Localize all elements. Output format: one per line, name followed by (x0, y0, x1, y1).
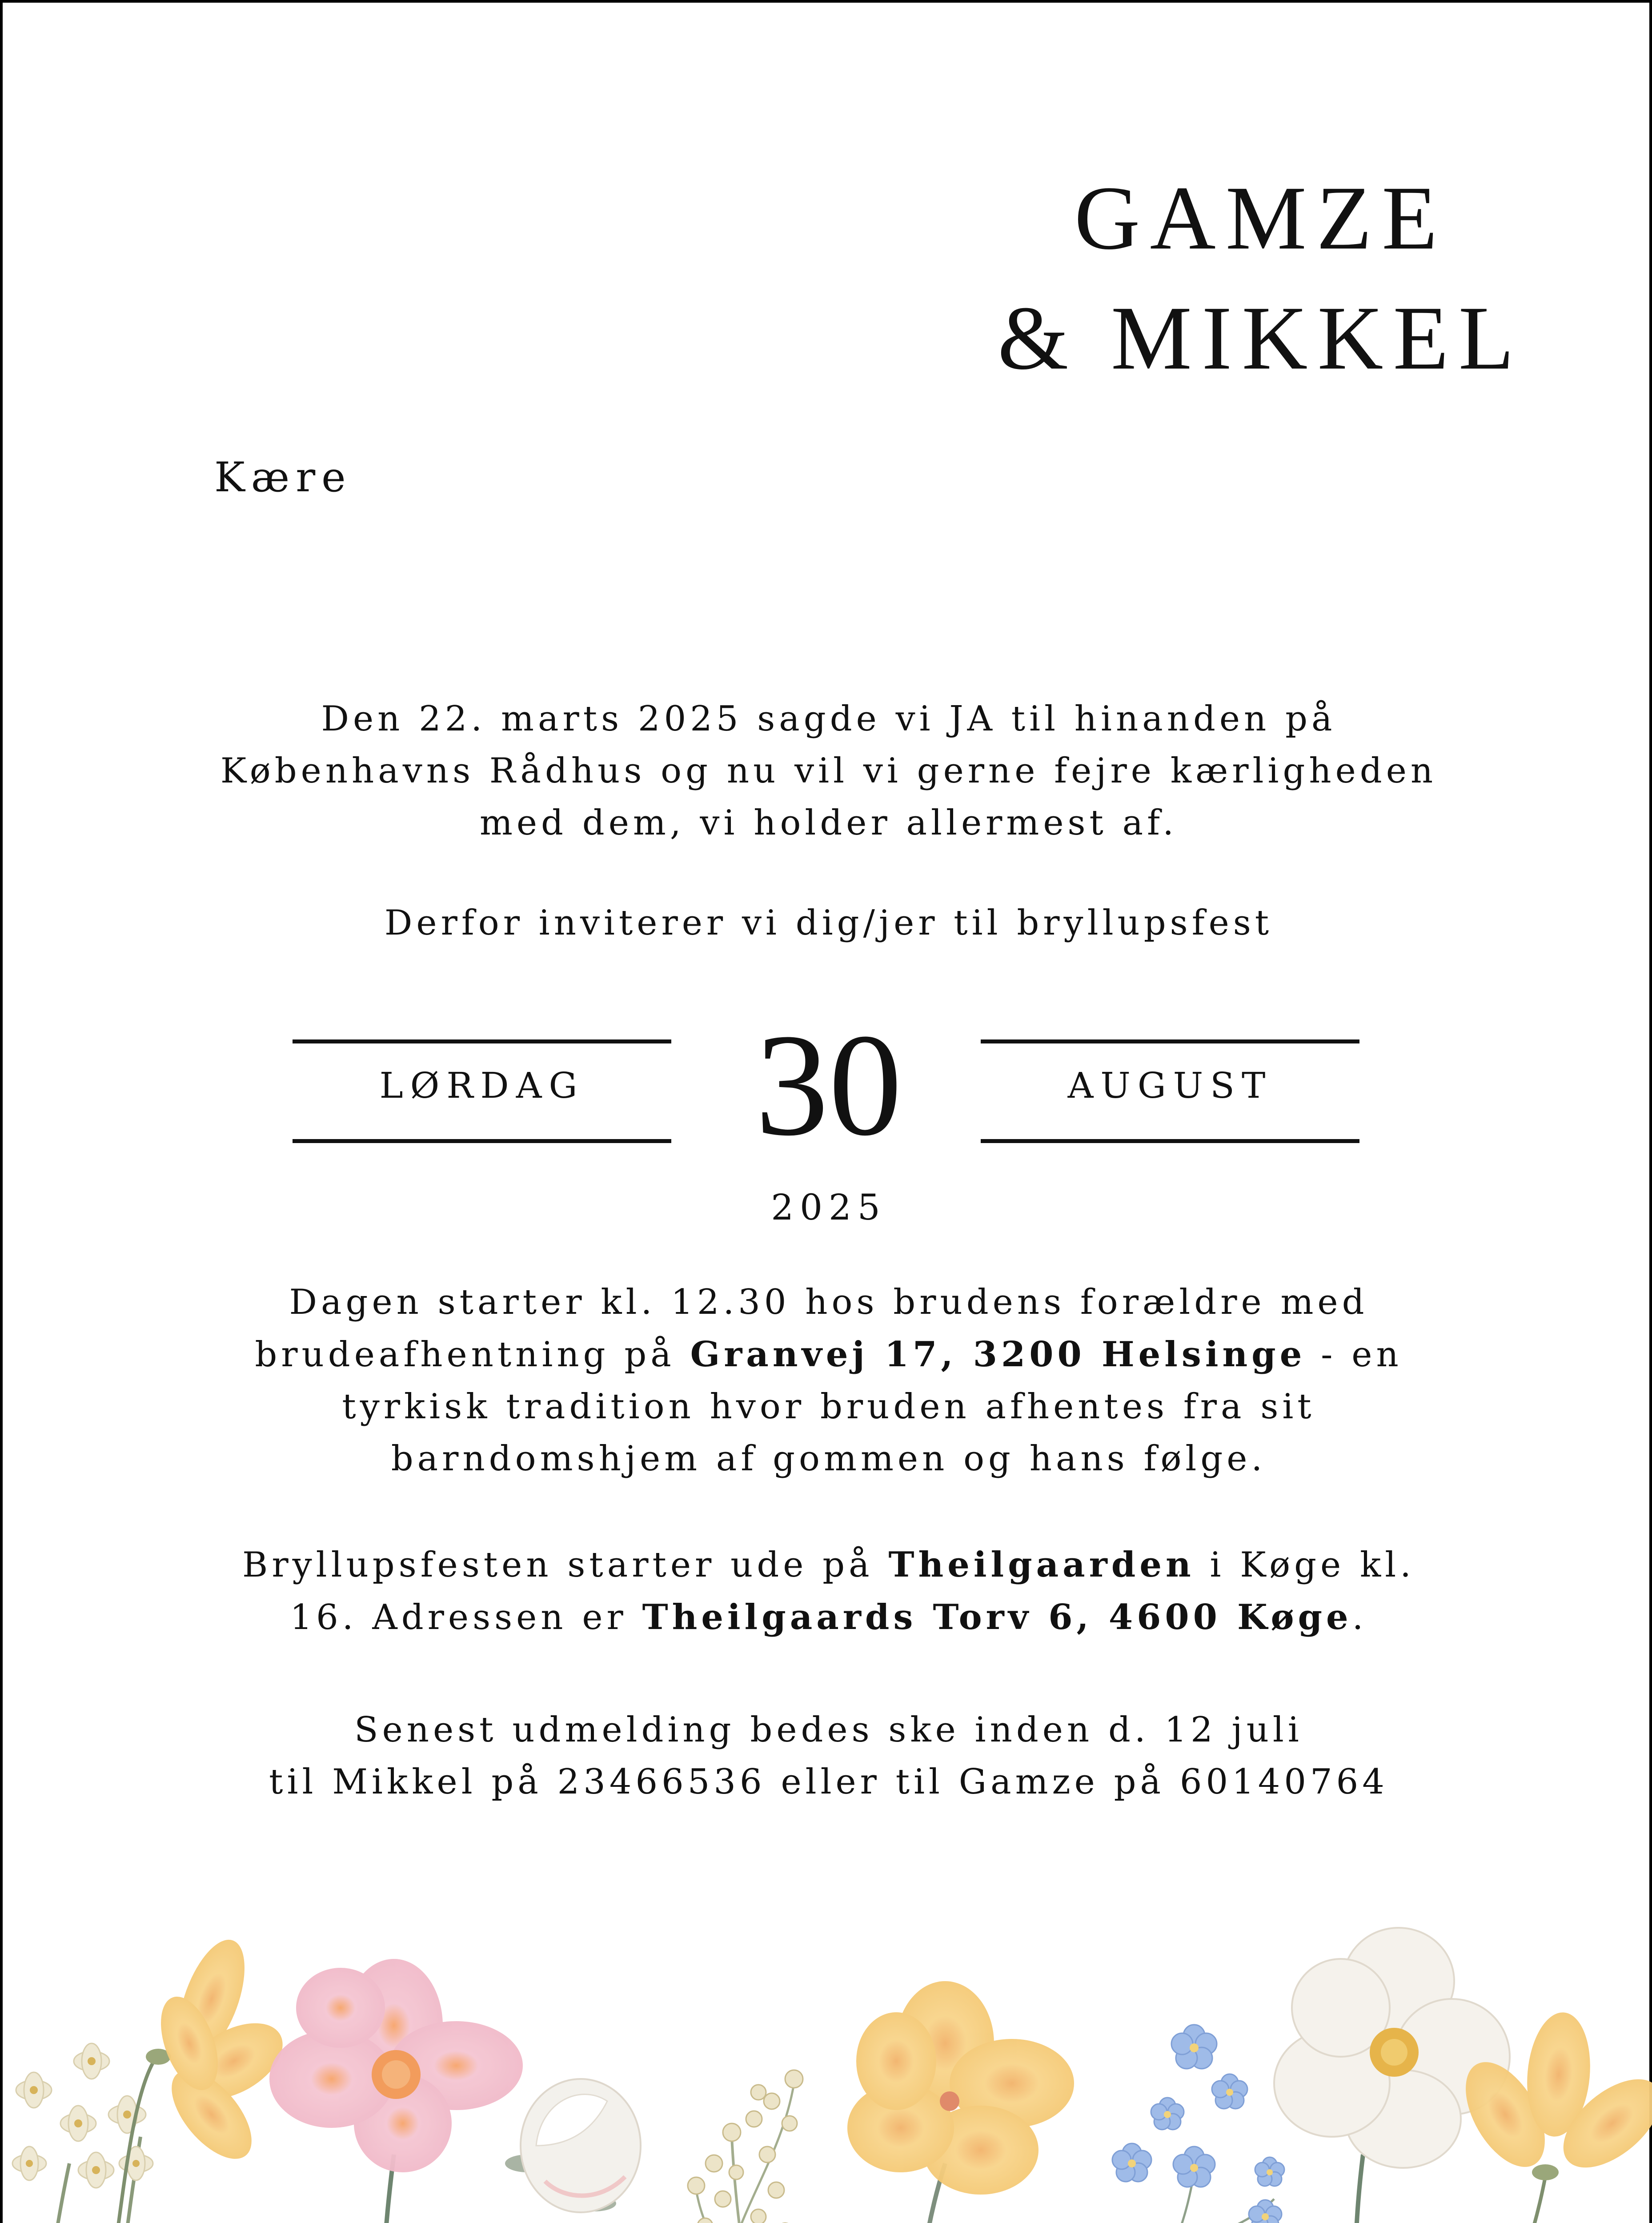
party-text: 16. Adressen er (290, 1597, 642, 1637)
weekday: LØRDAG (379, 1065, 585, 1106)
program-line: tyrkisk tradition hvor bruden afhentes fra sit (342, 1387, 1315, 1427)
greeting: Kære (214, 453, 352, 501)
intro-paragraph (162, 693, 1496, 849)
yellow-daisy-icon (118, 1931, 296, 2223)
pickup-address: Granvej 17, 3200 Helsinge (690, 1334, 1306, 1375)
party-text: . (1352, 1597, 1367, 1637)
rsvp-paragraph (162, 1704, 1496, 1808)
couple-name-line-1: GAMZE (1074, 168, 1448, 269)
year: 2025 (771, 1187, 886, 1228)
rsvp-line: til Mikkel på 23466536 eller til Gamze på 60140764 (269, 1762, 1388, 1802)
venue-address: Theilgaards Torv 6, 4600 Køge (642, 1597, 1352, 1637)
day-program-paragraph (162, 1276, 1496, 1485)
program-line: Dagen starter kl. 12.30 hos brudens forældre med (289, 1282, 1368, 1322)
party-line (162, 1591, 1496, 1644)
babys-breath-icon (688, 2070, 803, 2223)
couple-name-line-2: & MIKKEL (998, 288, 1524, 389)
date-rule-right-top (981, 1039, 1359, 1043)
white-rose-bud-icon (505, 2079, 641, 2223)
pink-cosmos-icon (269, 1959, 523, 2223)
invite-line: Derfor inviterer vi dig/jer til bryllupsfest (384, 903, 1273, 943)
intro-line: Den 22. marts 2025 sagde vi JA til hinanden på (321, 699, 1336, 739)
program-text: brudeafhentning på (255, 1335, 690, 1375)
forget-me-not-icon (1087, 2025, 1284, 2223)
party-text: i Køge kl. (1195, 1545, 1415, 1585)
intro-line: med dem, vi holder allermest af. (479, 803, 1178, 843)
date-rule-left-bottom (293, 1139, 671, 1143)
program-line (162, 1328, 1496, 1381)
day-number: 30 (755, 1004, 902, 1166)
yellow-flower-icon (847, 1981, 1074, 2223)
intro-line: Københavns Rådhus og nu vil vi gerne fejre kærligheden (220, 751, 1437, 791)
party-text: Bryllupsfesten starter ude på (242, 1545, 889, 1585)
party-paragraph (162, 1539, 1496, 1644)
flower-border (3, 1914, 1652, 2223)
date-rule-left-top (293, 1039, 671, 1043)
rsvp-line: Senest udmelding bedes ske inden d. 12 juli (354, 1710, 1303, 1750)
party-line (162, 1539, 1496, 1591)
date-rule-right-bottom (981, 1139, 1359, 1143)
month: AUGUST (1067, 1065, 1273, 1106)
venue-name: Theilgaarden (888, 1545, 1195, 1585)
program-line: barndomshjem af gommen og hans følge. (391, 1439, 1267, 1479)
program-text: - en (1306, 1335, 1403, 1375)
